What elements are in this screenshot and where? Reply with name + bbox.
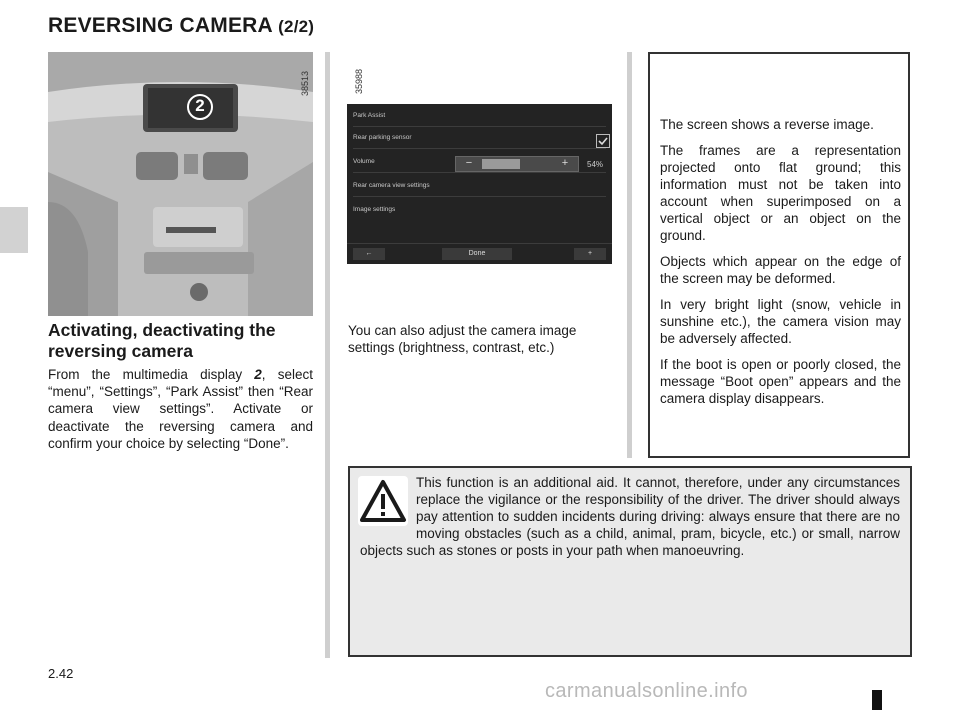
info-paragraph: Objects which appear on the edge of the screen may be deformed.	[660, 254, 901, 286]
page-title: REVERSING CAMERA (2/2)	[48, 14, 315, 37]
illustration-ref: 38513	[300, 70, 310, 96]
back-arrow-icon[interactable]: ←	[353, 248, 385, 260]
column-divider	[627, 52, 632, 458]
screen-row: Volume	[353, 150, 606, 173]
callout-number: 2	[195, 96, 205, 115]
warning-box	[348, 466, 912, 657]
section-tab	[0, 207, 28, 253]
dashboard-illustration	[48, 52, 313, 316]
page-subtitle: (2/2)	[278, 17, 315, 36]
screen-row[interactable]: Image settings	[353, 206, 396, 213]
volume-plus-button[interactable]: +	[561, 157, 569, 169]
volume-fill	[482, 159, 520, 169]
volume-slider[interactable]	[455, 156, 579, 172]
info-paragraph: The frames are a representation projected onto flat ground; this information must not be taken into account when superimposed on a vertical object or an object on the ground.	[660, 143, 901, 243]
info-paragraph: If the boot is open or poorly closed, the message “Boot open” appears and the camera display disappears.	[660, 357, 901, 406]
watermark: carmanualsonline.info	[545, 680, 748, 702]
info-box	[648, 52, 910, 458]
checkbox-checked-icon[interactable]	[596, 134, 610, 148]
screen-row[interactable]: Rear parking sensor	[353, 126, 606, 149]
warning-text: This function is an additional aid. It cannot, therefore, under any circumstances replace the vigilance or the responsibility of the driver. The driver should always pay attention to sudden incidents during driving: always ensure that there are no moving obstacles (such as a child, animal, pram, bicycle, etc.) or small, narrow objects such as stones or posts in your path when manoeuvring.	[360, 475, 900, 558]
page-number: 2.42	[48, 666, 74, 681]
volume-minus-button[interactable]: −	[465, 157, 473, 169]
screen-row: Park Assist	[353, 104, 606, 127]
info-paragraph: The screen shows a reverse image.	[660, 117, 874, 132]
screen-caption: You can also adjust the camera image settings (brightness, contrast, etc.)	[348, 323, 577, 355]
section-heading: Activating, deactivating the reversing camera	[48, 320, 276, 361]
display-ref: 2	[254, 367, 262, 382]
volume-percent: 54%	[587, 160, 604, 169]
section-paragraph: From the multimedia display 2, select “menu”, “Settings”, “Park Assist” then “Rear camera view settings”. Activate or deactivate the reversing camera and confirm your choice by selecting “Done”.	[48, 367, 313, 451]
screen-bottom-bar	[347, 243, 612, 264]
add-icon[interactable]: +	[574, 248, 606, 260]
corner-mark	[872, 690, 882, 710]
screen-row[interactable]: Rear camera view settings	[353, 174, 606, 197]
column-divider	[325, 52, 330, 658]
done-button[interactable]: Done	[442, 248, 512, 260]
info-paragraph: In very bright light (snow, vehicle in sunshine etc.), the camera vision may be adversely affected.	[660, 297, 901, 346]
multimedia-screen	[347, 104, 612, 264]
screen-ref: 35988	[354, 68, 364, 94]
